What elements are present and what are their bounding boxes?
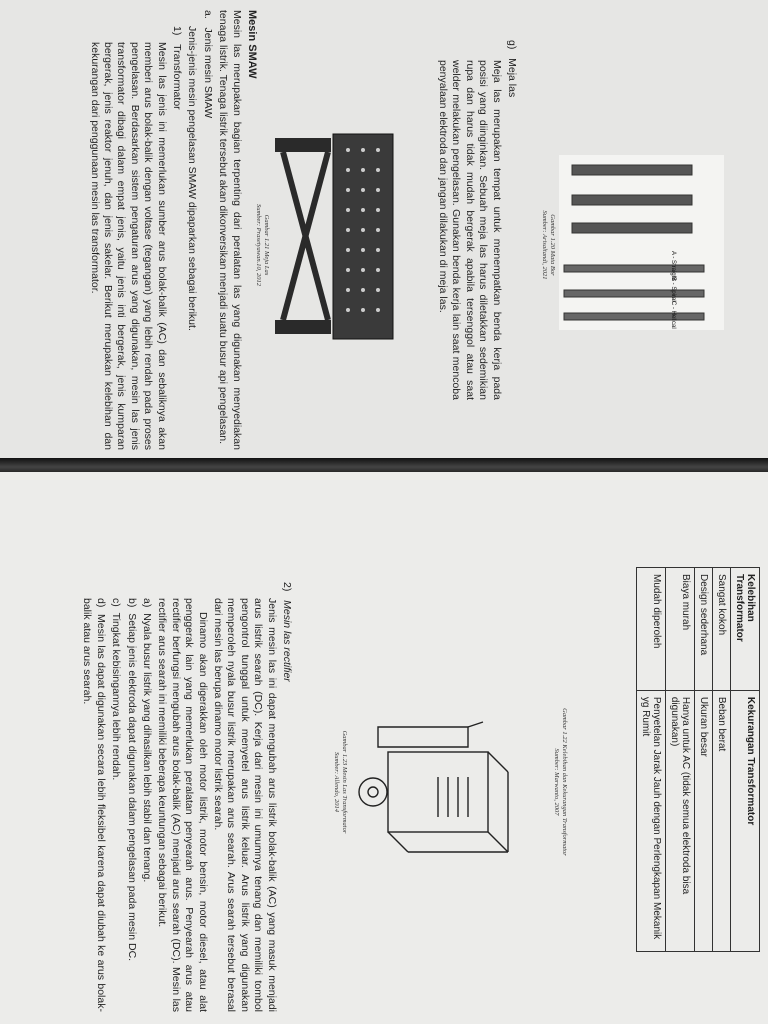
item-paragraph: Dinamo akan digerakkan oleh motor listrik, motor bensin, motor diesel, atau alat penggerak lain yang memerlukan peralatan penyearah arus. Penyearah arus atau rectifier berfungsi mengubah arus bolak-balik (AC) menjadi arus searah (DC). Mesin las rectifier arus searah ini memiliki beberapa keuntungan sebagai berikut. bbox=[156, 598, 209, 1012]
caption-text: Gambar 1.21 Meja Las bbox=[263, 214, 270, 276]
table-header: Kekurangan Transformator bbox=[731, 690, 760, 951]
drill-label-a: A - Straight bbox=[670, 251, 676, 281]
drill-bits-image bbox=[559, 155, 724, 330]
top-page-content bbox=[0, 0, 768, 462]
table-cell: Biaya murah bbox=[666, 568, 695, 691]
caption-text: Gambar 1.22 Kelebihan dan Kekurangan Transformator bbox=[561, 708, 568, 856]
item-title: Mesin las rectifier bbox=[281, 600, 293, 682]
table-cell: Mudah diperoleh bbox=[637, 568, 666, 691]
table-cell: Beban berat bbox=[713, 690, 731, 951]
item-body: Mesin las jenis ini memerlukan sumber arus bolak-balik (AC) dan sebaliknya akan memberi arus bolak-balik dengan voltase (tegangan) yang lebih rendah pada proses pengelasan. Berdasarkan sistem pengaturan arus yang digunakan, mesin las jenis transformator dibagi dalam empat jenis, yaitu jenis inti bergerak, jenis kumparan bergerak, jenis reaktor jenuh, dan jenis sakelar. Berikut merupakan kelebihan dan kekurangan dari penggunaan mesin las transformator. bbox=[88, 42, 168, 450]
list-marker: b) bbox=[125, 598, 138, 608]
drill-label-c: C - Helical bbox=[670, 301, 676, 329]
list-text: Nyala busur listrik yang dihasilkan lebih stabil dan tenang. bbox=[140, 613, 153, 883]
section-title: Meja las bbox=[506, 58, 518, 98]
list-item bbox=[124, 582, 137, 1012]
table-header: Kelebihan Transformator bbox=[731, 568, 760, 691]
list-marker: d) bbox=[94, 598, 107, 608]
section-intro: Mesin las merupakan bagian terpenting dari peralatan las yang digunakan menyediakan tenaga listrik. Tenaga listrik tersebut akan dikonversikan menjadi suatu busur api pengelasan. bbox=[217, 10, 243, 450]
list-marker: a) bbox=[140, 598, 153, 608]
item-marker: 2) bbox=[281, 582, 293, 592]
table-cell: Design sederhana bbox=[695, 568, 713, 691]
caption-source: Sumber: Arisaltandi, 2021 bbox=[541, 210, 548, 280]
item-intro: Jenis-jenis mesin pengelasan SMAW dipaparkan sebagai berikut. bbox=[186, 26, 199, 331]
table-cell: Penyetelan Jarak Jauh dengan Perlengkapan Mekanik yg Rumit bbox=[637, 690, 666, 951]
transformer-machine-figure bbox=[353, 717, 528, 857]
section-body: Meja las merupakan tempat untuk menempatkan benda kerja pada posisi yang diinginkan. Sebuah meja las harus diletakkan sedemikian rupa dan harus tidak mudah bergerak apabila tersenggol atau saat welder melakukan pengelasan. Gunakan benda kerja lain saat mencoba penyalaan elektroda dan jangan dilakukan di meja las. bbox=[436, 60, 503, 400]
table-cell: Sangat kokoh bbox=[713, 568, 731, 691]
fig-123-caption bbox=[332, 667, 348, 897]
list-text: Mesin las dapat digunakan secara lebih fleksibel karena dapat diubah ke arus bolak-balik atau arus searah. bbox=[81, 598, 107, 1012]
drill-bits-figure bbox=[559, 155, 724, 330]
item-marker: 1) bbox=[170, 26, 183, 36]
list-item bbox=[80, 582, 107, 1012]
list-item bbox=[140, 582, 153, 1012]
section-heading: Mesin SMAW bbox=[246, 10, 258, 79]
list-item bbox=[109, 582, 122, 1012]
item-title: Jenis mesin SMAW bbox=[201, 27, 214, 119]
table-cell: Hanya untuk AC (tidak semua elektroda bisa digunakan) bbox=[666, 690, 695, 951]
welding-table-figure bbox=[273, 130, 423, 345]
table-row bbox=[637, 568, 666, 952]
section-meja-las bbox=[434, 40, 518, 400]
section-rectifier bbox=[78, 582, 293, 1012]
table-row bbox=[713, 568, 731, 952]
table-row bbox=[666, 568, 695, 952]
caption-source: Sumber: Marwanto, 2007 bbox=[553, 748, 560, 816]
transformer-table bbox=[636, 567, 760, 952]
item-paragraph: Jenis mesin las ini dapat mengubah arus listrik bolak-balik (AC) yang masuk menjadi arus listrik searah (DC). Kerja dari mesin ini umumnya tenang dan memiliki tombol pengontrol tunggal untuk menyetel arus listrik keluar. Arus listrik yang digunakan memperoleh nyala busur listrik merupakan arus searah. Arus searah tersebut berasal dari mesin las berupa dinamo motor listrik searah. bbox=[211, 598, 278, 1012]
bottom-page bbox=[0, 472, 768, 1024]
list-text: Setiap jenis elektroda dapat digunakan dalam pengelasan pada mesin DC. bbox=[125, 613, 138, 962]
table-cell: Ukuran besar bbox=[695, 690, 713, 951]
item-title: Transformator bbox=[170, 44, 183, 110]
welding-table-image bbox=[273, 130, 423, 345]
fig-120-caption bbox=[540, 160, 556, 330]
section-mesin-smaw bbox=[85, 10, 258, 450]
item-marker: a. bbox=[201, 10, 214, 19]
caption-text: Gambar 1.20 Mata Bor bbox=[549, 214, 556, 276]
bottom-page-content bbox=[0, 472, 768, 1024]
caption-text: Gambar 1.23 Mesin Las Transformator bbox=[341, 730, 348, 834]
fig-122-caption bbox=[552, 662, 568, 902]
section-marker: g) bbox=[506, 40, 518, 50]
top-page bbox=[0, 0, 768, 462]
list-marker: c) bbox=[110, 598, 123, 607]
drill-label-b: B - Spiral bbox=[670, 277, 676, 302]
caption-source: Sumber: Prasetyawan.10, 2012 bbox=[255, 204, 262, 286]
transformer-machine-image bbox=[353, 717, 528, 857]
table-header-row bbox=[731, 568, 760, 952]
caption-source: Sumber: Allendo, 2014 bbox=[333, 752, 340, 812]
list-text: Tingkat kebisingannya lebih rendah. bbox=[110, 612, 123, 781]
table-row bbox=[695, 568, 713, 952]
